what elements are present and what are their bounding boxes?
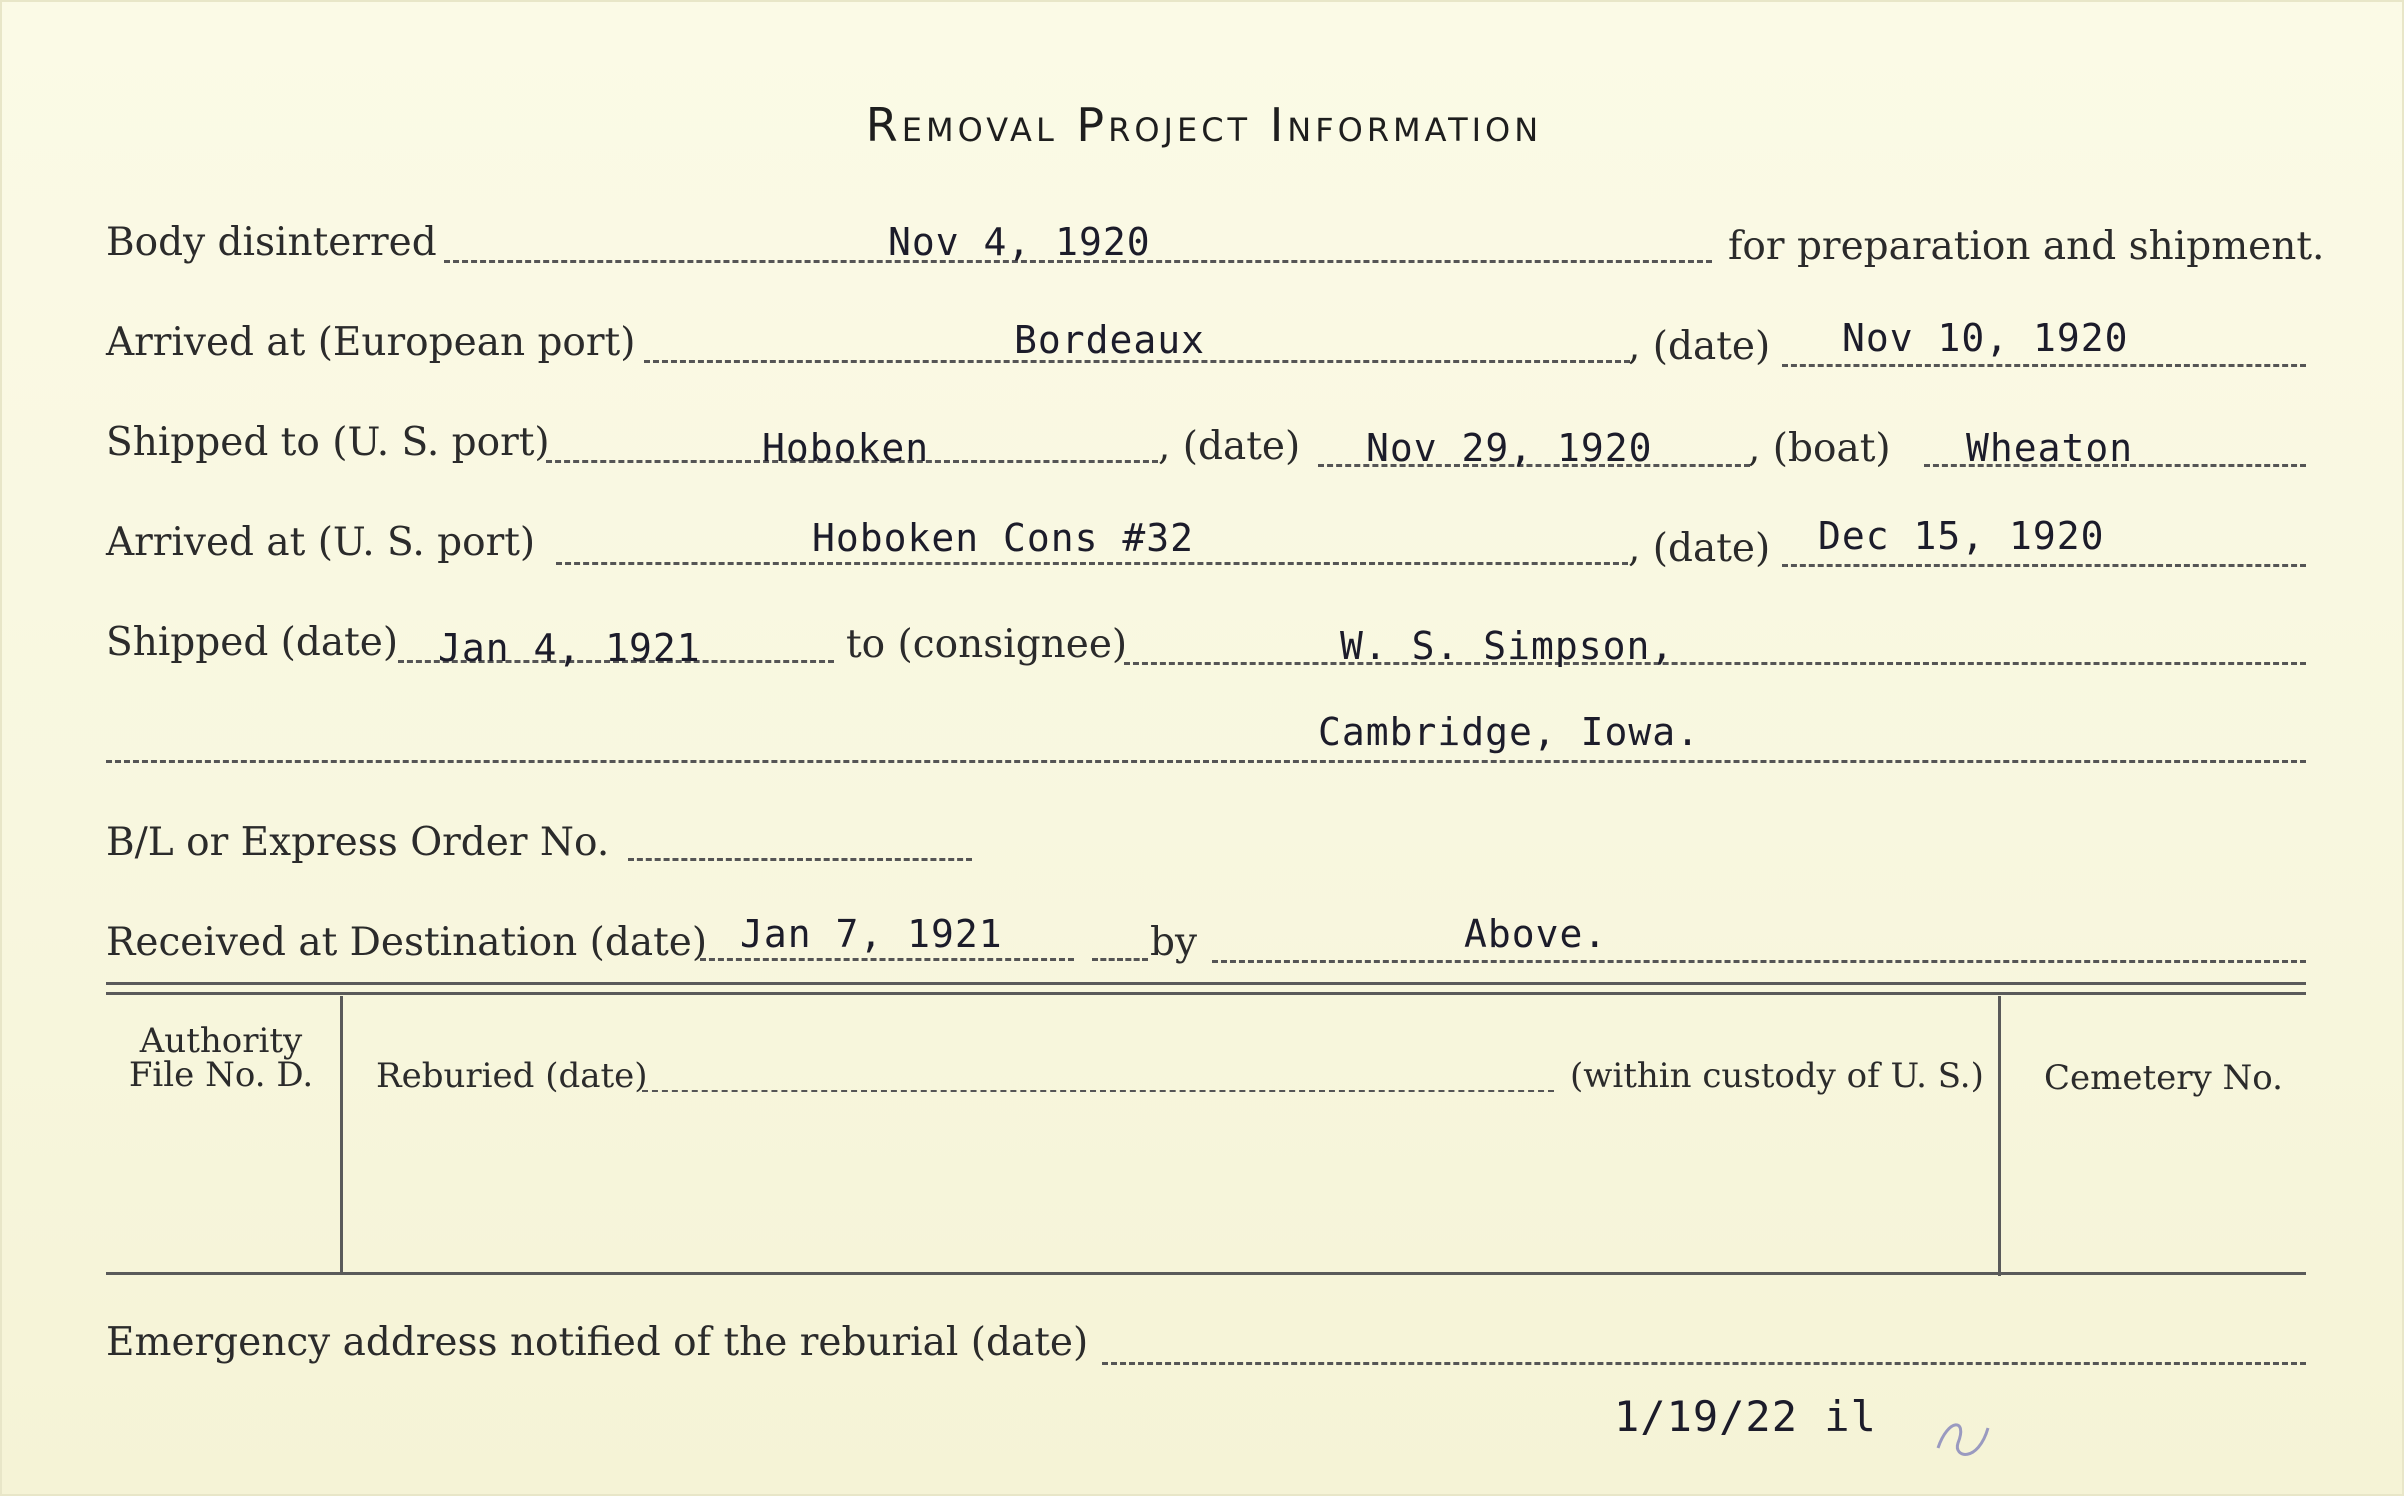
arrived-europe-label: Arrived at (European port): [106, 320, 636, 365]
bl-label: B/L or Express Order No.: [106, 820, 610, 865]
arrived-us-line: [556, 562, 1628, 565]
received-by-line: [1212, 960, 2306, 963]
consignee-value: W. S. Simpson,: [1340, 624, 1675, 668]
reburied-line: [642, 1090, 1554, 1092]
emergency-label: Emergency address notified of the reburial (date): [106, 1320, 1089, 1365]
shipped-us-value: Hoboken: [762, 426, 930, 470]
disinterred-label: Body disinterred: [106, 220, 437, 265]
arrived-us-label: Arrived at (U. S. port): [106, 520, 536, 565]
arrived-europe-date-line: [1782, 364, 2306, 367]
consignee-address: Cambridge, Iowa.: [1318, 710, 1701, 754]
arrived-us-date-value: Dec 15, 1920: [1818, 514, 2105, 558]
shipped-us-label: Shipped to (U. S. port): [106, 420, 550, 465]
shipped-us-date-value: Nov 29, 1920: [1366, 426, 1653, 470]
received-by-value: Above.: [1464, 912, 1608, 956]
table-bottom-rule: [106, 1272, 2306, 1275]
consignee-address-line: [106, 760, 2306, 763]
received-date-line: [700, 958, 1074, 961]
arrived-us-value: Hoboken Cons #32: [812, 516, 1195, 560]
shipped-us-date-label: , (date): [1158, 424, 1301, 469]
shipped-date-value: Jan 4, 1921: [438, 626, 701, 670]
reburied-label: Reburied (date): [376, 1056, 648, 1096]
table-top-rule-1: [106, 982, 2306, 985]
arrived-us-date-line: [1782, 564, 2306, 567]
received-by-label: by: [1150, 920, 1197, 965]
bl-line: [628, 858, 972, 861]
shipped-date-label: Shipped (date): [106, 620, 399, 665]
arrived-europe-value: Bordeaux: [1014, 318, 1206, 362]
arrived-us-date-label: , (date): [1628, 526, 1771, 571]
consignee-label: to (consignee): [846, 622, 1128, 667]
arrived-europe-date-value: Nov 10, 1920: [1842, 316, 2129, 360]
arrived-europe-date-label: , (date): [1628, 324, 1771, 369]
cemetery-label: Cemetery No.: [2044, 1058, 2283, 1098]
received-label: Received at Destination (date): [106, 920, 708, 965]
card-title: Removal Project Information: [865, 98, 1543, 152]
shipped-us-boat-label: , (boat): [1748, 426, 1891, 471]
table-divider-right: [1998, 996, 2001, 1276]
disinterred-suffix: for preparation and shipment.: [1728, 224, 2325, 269]
handwritten-mark: [1928, 1408, 1998, 1479]
pencil-scribble-icon: [1928, 1408, 1998, 1468]
received-by-lead: [1092, 958, 1148, 961]
table-divider-left: [340, 996, 343, 1272]
shipped-us-boat-value: Wheaton: [1966, 426, 2134, 470]
disinterred-value: Nov 4, 1920: [888, 220, 1151, 264]
custody-label: (within custody of U. S.): [1570, 1056, 1984, 1096]
received-date-value: Jan 7, 1921: [740, 912, 1003, 956]
consignee-line: [1124, 662, 2306, 665]
footer-stamp: 1/19/22 il: [1614, 1392, 1877, 1441]
emergency-line: [1102, 1362, 2306, 1365]
authority-label: Authority File No. D.: [128, 1021, 314, 1095]
table-top-rule-2: [106, 992, 2306, 995]
